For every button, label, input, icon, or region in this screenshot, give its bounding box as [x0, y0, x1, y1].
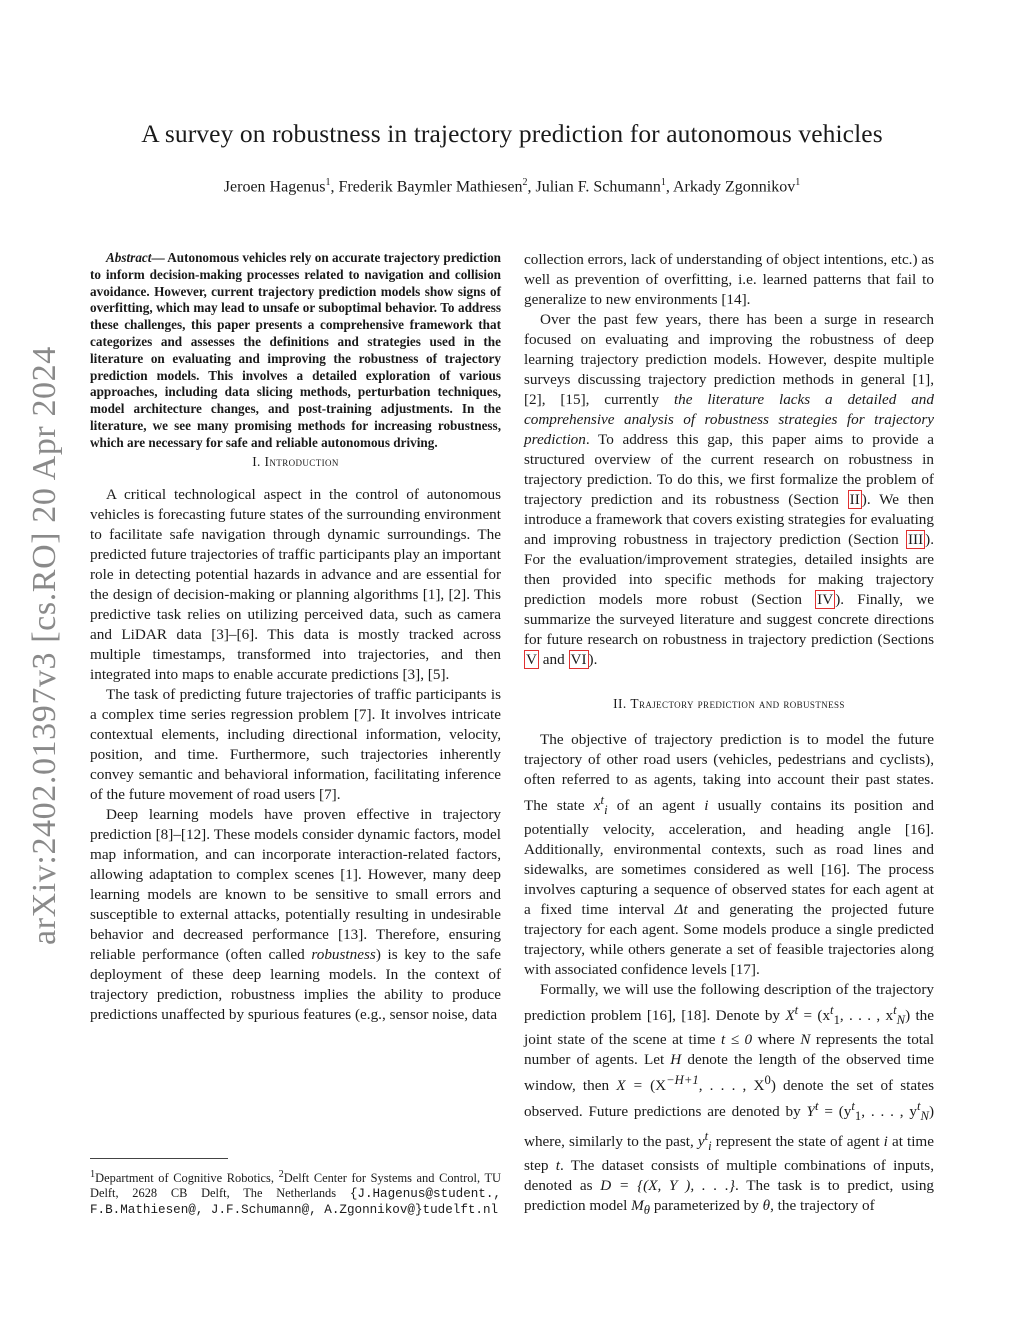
affiliation-footnote: $^1$Department of Cognitive Robotics, $^2$Delft Center for Systems and Control, TU Delft, 2628 CB Delft, The Netherlands {J.Hagenus@student., F.B.Mathiesen@, J.F.Schumann@, A.Zgonnikov@}tudelft.nl — [90, 1169, 501, 1218]
paragraph: The task of predicting future trajectories of traffic participants is a complex time series regression problem [7]. It involves intricate contextual elements, including directional information, velocity, position, and time. Furthermore, such trajectories inherently convey semantic and behavioral information, facilitating inference of the future movement of road users [7]. — [90, 685, 501, 803]
abstract-text: Autonomous vehicles rely on accurate trajectory prediction to inform decision-making processes related to navigation and collision avoidance. However, current trajectory prediction models show signs of overfitting, which may lead to unsafe or suboptimal behavior. To address these challenges, this paper presents a comprehensive framework that categorizes and assesses the definitions and strategies used in the literature on evaluating and improving the robustness of trajectory prediction models. This involves a detailed exploration of various approaches, including data slicing methods, perturbation techniques, model architecture changes, and post-training adjustments. In the literature, we see many promising methods for increasing robustness, which are necessary for safe and reliable autonomous driving. — [90, 250, 501, 450]
paragraph: A critical technological aspect in the control of autonomous vehicles is forecasting future states of the surrounding environment to facilitate safe navigation through dynamic surroundings. The predicted future trajectories of traffic participants play an important role in detecting potential hazards in advance and are essential for the design of decision-making or planning algorithms [1], [2]. This predictive task relies on utilizing perceived data, such as camera and LiDAR data [3]–[6]. This data is mostly tracked across multiple timestamps, transformed into trajectories, and then integrated into maps to enable accurate predictions [3], [5]. — [90, 485, 501, 683]
author-name: Julian F. Schumann — [535, 178, 661, 196]
section-heading-introduction: I. Introduction — [252, 453, 339, 469]
paragraph: collection errors, lack of understanding of object intentions, etc.) as well as prevention of overfitting, i.e. learned patterns that fail to generalize to new environments [14]. — [524, 251, 934, 308]
email-addresses: {J.Hagenus@student., F.B.Mathiesen@, J.F.Schumann@, A.Zgonnikov@}tudelft.nl — [90, 1187, 501, 1218]
author-name: Jeroen Hagenus — [223, 178, 326, 196]
left-column — [90, 250, 501, 1025]
author-name: Arkady Zgonnikov — [673, 178, 796, 196]
section-link-v[interactable]: V — [526, 651, 537, 668]
author-name: Frederik Baymler Mathiesen — [338, 178, 523, 196]
abstract-label: Abstract — [106, 250, 152, 265]
paragraph: Formally, we will use the following description of the trajectory prediction problem [16], [18]. Denote by $X^t = (x^t_1$, . . . , $x^t_N$) the joint state of the scene at time t ≤ 0 where N represents the total number of agents. Let H denote the length of the observed time window, then $X = (X^{-H+1}$, . . . , $X^0$) denote the set of states observed. Future predictions are denoted by $Y^t = (y^t_1$, . . . , $y^t_N$) where, similarly to the past, $y^t_i$ represent the state of agent i at time step t. The dataset consists of multiple combinations of inputs, denoted as D = {(X, Y ), . . .}. The task is to predict, using prediction model $M_\theta$ parameterized by θ, the trajectory of — [524, 981, 935, 1218]
paper-title: A survey on robustness in trajectory prediction for autonomous vehicles — [141, 119, 883, 148]
section-link-iii[interactable]: III — [907, 531, 924, 548]
right-column — [524, 250, 934, 1220]
footnote-divider — [90, 1158, 228, 1159]
section-link-iv[interactable]: IV — [817, 591, 834, 608]
paragraph: Deep learning models have proven effective in trajectory prediction [8]–[12]. These models consider dynamic factors, model map information, and can incorporate interaction-related factors, allowing adaptation to complex scenes [1]. However, many deep learning models are known to be sensitive to small errors and susceptible to external attacks, potentially resulting in undesirable behavior and decreased performance [13]. Therefore, ensuring reliable performance (often called robustness) is key to the safe deployment of these deep learning models. In the context of trajectory prediction, robustness implies the ability to produce predictions unaffected by spurious features (e.g., sensor noise, data — [90, 805, 501, 1023]
author-list: Jeroen Hagenus$^1$, Frederik Baymler Mathiesen$^2$, Julian F. Schumann$^1$, Arkady Zgonnikov$^1$ — [223, 177, 801, 196]
arxiv-identifier: arXiv:2402.01397v3 [cs.RO] 20 Apr 2024 — [26, 346, 63, 945]
section-heading-trajectory: II. Trajectory prediction and robustness — [613, 696, 845, 711]
section-link-vi[interactable]: VI — [570, 651, 587, 668]
abstract: Abstract— Autonomous vehicles rely on accurate trajectory prediction to inform decision-making processes related to navigation and collision avoidance. However, current trajectory prediction models show signs of overfitting, which may lead to unsafe or suboptimal behavior. To address these challenges, this paper presents a comprehensive framework that categorizes and assesses the definitions and strategies used in the literature on evaluating and improving the robustness of trajectory prediction models. This involves a detailed exploration of various approaches, including data slicing methods, perturbation techniques, model architecture changes, and post-training adjustments. In the literature, we see many promising methods for increasing robustness, which are necessary for safe and reliable autonomous driving. — [90, 250, 501, 450]
section-link-ii[interactable]: II — [849, 491, 860, 508]
paragraph: The objective of trajectory prediction is to model the future trajectory of other road users (vehicles, pedestrians and cyclists), often referred to as agents, taking into account their past states. The state $x^t_i$ of an agent i usually contains its position and potentially velocity, acceleration, and heading angle [16]. Additionally, environmental contexts, such as road lines and sidewalks, are sometimes considered as well [16]. The process involves capturing a sequence of observed states for each agent at a fixed time interval Δt and generating the projected future trajectory for each agent. Some models produce a single predicted trajectory, while others generate a set of feasible trajectories along with associated confidence levels [17]. — [524, 731, 935, 979]
paragraph: Over the past few years, there has been a surge in research focused on evaluating and improving the robustness of deep learning trajectory prediction models. However, despite multiple surveys discussing trajectory prediction methods in general [1], [2], [15], currently the literature lacks a detailed and comprehensive analysis of robustness strategies for trajectory prediction. To address this gap, this paper aims to provide a structured overview of the current research on robustness in trajectory prediction. To do this, we first formalize the problem of trajectory prediction and its robustness (Section II ). We then introduce a framework that covers existing strategies for evaluating and improving robustness in trajectory prediction (Section III ). For the evaluation/improvement strategies, detailed insights are then provided into specific methods for making trajectory prediction models more robust (Section IV ). Finally, we summarize the surveyed literature and suggest concrete directions for future research on robustness in trajectory prediction (Sections V and VI ). — [524, 311, 934, 668]
